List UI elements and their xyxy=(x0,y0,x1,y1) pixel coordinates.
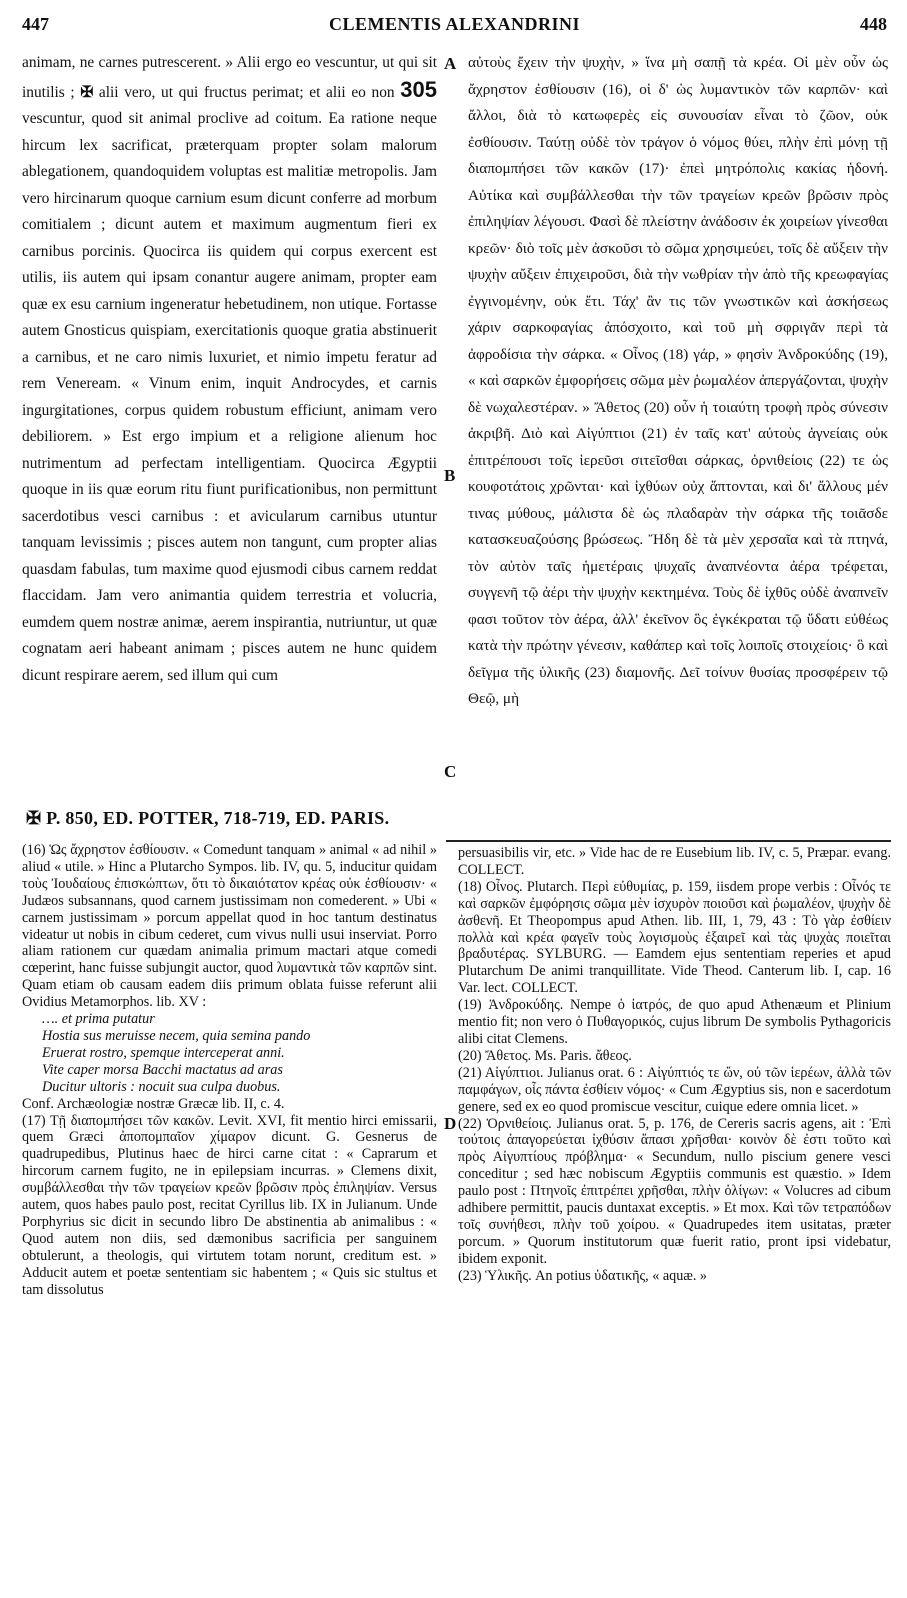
margin-letter-b: B xyxy=(444,466,456,485)
margin-letter-c: C xyxy=(444,762,457,781)
latin-part-3: vescuntur, quod sit animal proclive ad coitum. Ea ratione neque hircum lex sacrificat, præterquam propter solam malorum ablegationem, quandoquidem voluptas est malitiæ metropolis. Jam vero hircinarum quoque carnium esum dicunt conferre ad morbum comitialem ; dicunt autem et maximum augmentum fieri ex carnibus porcinis. Quocirca iis quidem qui corpus exercent est utilis, iis autem qui ipsam conantur augere animam, propter eam quæ ex esu carnium ingeneratur hebetudinem, non utique. Fortasse autem Gnosticus quispiam, exercitationis quoque gratia abstinuerit a carnibus, et ne caro nimis luxuriet, et nimio impetu feratur ad rem Veneream. « Vinum enim, inquit Androcydes, et carnis ingurgitationes, corpus quidem robustum efficiunt, animam vero debiliorem. » Est ergo impium et a religione alienum hoc nutrimentum ad perfectam intelligentiam. Quocirca Ægyptii quoque in iis quæ eorum ritu fiunt purificationibus, non permittunt sacerdotibus vesci carnibus : et avicularum carnibus utuntur tanquam levissimis ; pisces autem non tangunt, cum propter alias quasdam fabulas, tum maxime quod ejusmodi cibus carnem reddat flaccidam. Jam vero animantia quidem terrestria et volucria, eumdem quem nostræ animæ, aerem inspirantia, nutriuntur, ut quæ cognatam aeri habeant animam ; pisces autem ne hunc quidem dicunt respirare aerem, sed illum qui cum xyxy=(22,110,437,684)
note-19: (19) Ἀνδροκύδης. Nempe ὁ ἰατρός, de quo apud Athenæum et Plinium mentio fit; non vero ὁ Πυθαγορικός, cujus librum De symbolis Pythagoricis alibi citat Clemens. xyxy=(458,997,891,1047)
note-conf: Conf. Archæologiæ nostræ Græcæ lib. II, c. 4. xyxy=(22,1095,285,1112)
note-continuation: persuasibilis vir, etc. » Vide hac de re Eusebium lib. IV, c. 5, Præpar. evang. COLLECT. xyxy=(458,845,891,878)
latin-main-text xyxy=(22,50,437,689)
page-header xyxy=(22,14,887,40)
poem-line: Eruerat rostro, spemque interceperat anni. xyxy=(42,1044,285,1061)
poem-line: Ducitur ultoris : nocuit sua culpa duobus. xyxy=(42,1078,281,1095)
page-number-left: 447 xyxy=(22,14,49,34)
margin-letter-d: D xyxy=(444,1114,457,1133)
note-23: (23) Ὑλικῆς. An potius ὑδατικῆς, « aquæ. » xyxy=(458,1267,708,1284)
notes-left-column xyxy=(22,842,437,1582)
notes-divider xyxy=(446,840,891,842)
poem-line: Hostia sus meruisse necem, quia semina pando xyxy=(42,1027,311,1044)
greek-main-column xyxy=(468,50,888,804)
note-17: (17) Τῇ διαπομπήσει τῶν κακῶν. Levit. XVI, fit mentio hirci emissarii, quem Græci ἀποπομπαῖον χίμαρον dicunt. G. Gesnerus de quadrupedibus, Plutinus haec de hirci carne citat : « Caprarum et hircorum carnem fugito, ne in epilepsiam incurras. » Clemens dixit, συμβάλλεσθαι τὴν τῶν τραγείων κρεῶν βρῶσιν πρὸς ἐπιληψίαν. Versus autem, quos habes paulo post, recitat Cyrillus lib. IX in Julianum. Unde Porphyrius sic dicit in secundo libro De abstinentia ab animalibus : « Quod autem non diis, sed dæmonibus sacrificia per sanguinem obtulerunt, a theologis, qui virtutem totam norunt, creditum est. » Adducit autem et poetæ sententiam sic habentem ; « Quis sic stultus et tam dissolutus xyxy=(22,1112,437,1298)
edition-line: ✠ P. 850, ED. POTTER, 718-719, ED. PARIS. xyxy=(26,808,390,828)
poem-line: …. et prima putatur xyxy=(42,1011,155,1028)
cross-mark: ✠ xyxy=(80,83,94,101)
poem-quote xyxy=(22,1011,437,1096)
greek-main-text: αὐτοὺς ἔχειν τὴν ψυχὴν, » ἵνα μὴ σαπῇ τὰ κρέα. Οἱ μὲν οὖν ὡς ἄχρηστον ἐσθίουσιν (16), οἱ δ' ὡς λυμαντικὸν τῶν καρπῶν· καὶ ἄλλοι, διὰ τὸ κατωφερὲς εἰς συνουσίαν εἶναι τὸ ζῶον, οὐκ ἐσθίουσιν. Ταύτῃ οὐδὲ τὸν τράγον ὁ νόμος θύει, πλὴν ἐπὶ μόνῃ τῇ διαπομπήσει τῶν κακῶν (17)· ἐπεὶ μητρόπολις κακίας ἡδονή. Αὐτίκα καὶ συμβάλλεσθαι τὴν τῶν τραγείων κρεῶν βρῶσιν πρὸς ἐπιληψίαν λέγουσι. Φασὶ δὲ πλείστην ἀνάδοσιν ἐκ χοιρείων γίνεσθαι κρεῶν· διὸ τοῖς μὲν ἀσκοῦσι τὸ σῶμα χρησιμεύει, τοῖς δὲ αὔξειν τὴν ψυχὴν αὔξειν ἐπιχειροῦσι, διὰ τὴν νωθρίαν τὴν ἀπὸ τῆς κρεωφαγίας ἐγγινομένην, οὐκ ἔτι. Τάχ' ἂν τις τῶν γνωστικῶν καὶ ἀσκήσεως χάριν σαρκοφαγίας ἀπόσχοιτο, καὶ τοῦ μὴ σφριγᾶν περὶ τὰ ἀφροδίσια τὴν σάρκα. « Οἶνος (18) γάρ, » φησὶν Ἀνδροκύδης (19), « καὶ σαρκῶν ἐμφορήσεις σῶμα μὲν ῥωμαλέον ἀπεργάζονται, ψυχὴν δὲ νωχαλεστέραν. » Ἄθετος (20) οὖν ἡ τοιαύτη τροφὴ πρὸς σύνεσιν ἀκριβῆ. Διὸ καὶ Αἰγύπτιοι (21) ἐν ταῖς κατ' αὐτοὺς ἁγνείαις οὐκ ἐπιτρέπουσι τοῖς ἱερεῦσι σιτεῖσθαι σάρκας, ὀρνιθείοις (22) τε ὡς κουφοτάτοις χρῶνται· καὶ ἰχθύων οὐχ ἅπτονται, καὶ δι' ἄλλους μέν τινας μύθους, μάλιστα δὲ ὡς πλαδαρὰν τὴν σάρκα τῆς τοιᾶσδε κατασκευαζούσης βρώσεως. Ἤδη δὲ τὰ μὲν χερσαῖα καὶ τὰ πτηνά, τὸν αὐτὸν ταῖς ἡμετέραις ψυχαῖς ἀναπνέοντα ἀέρα τρέφεται, συγγενῆ τῷ ἀέρι τὴν ψυχὴν κεκτημένα. Τοὺς δὲ ἰχθῦς οὐδὲ ἀναπνεῖν φασι τοῦτον τὸν ἀέρα, ἀλλ' ἐκεῖνον ὃς ἐγκέκραται τῷ ὕδατι εὐθέως κατὰ τὴν πρώτην γένεσιν, καθάπερ καὶ τοῖς λοιποῖς στοιχείοις· ὃ καὶ δεῖγμα τῆς ὑλικῆς (23) διαμονῆς. Δεῖ τοίνυν θυσίας προσφέρειν τῷ Θεῷ, μὴ xyxy=(468,54,888,707)
latin-part-2: alii vero, ut qui fructus perimat; et alii eo non xyxy=(98,83,395,101)
note-21: (21) Αἰγύπτιοι. Julianus orat. 6 : Αἰγύπτιός τε ὤν, οὐ τῶν ἱερέων, ἀλλὰ τῶν παμφάγων, οἷς πάντα ἐσθίειν νόμος· « Cum Ægyptius sis, non e sacerdotum genere, sed ex eo quod promiscue vescitur, cuique edere omnia licet. » xyxy=(458,1064,891,1115)
note-22: (22) Ὀρνιθείοις. Julianus orat. 5, p. 176, de Cereris sacris agens, ait : Ἐπὶ τούτοις ἀπαγορεύεται ἰχθύσιν ἅπασι χρῆσθαι· κοινὸν δὲ ἐστι τοῦτο καὶ πρὸς Αἰγυπτίους πρόβλημα· « Secundum, nullo piscium genere vesci conceditur ; sed hæc nobiscum Ægyptiis communis est quæstio. » Idem paulo post : Πτηνοῖς ἐπιτρέπει χρῆσθαι, πλὴν ὀλίγων: « Volucres ad cibum adhibere permittit, paucis duntaxat exceptis. » Et mox. Καὶ τῶν τετραπόδων τοῖς συνήθεσι, πλὴν τοῦ χοίρου. « Quadrupedes item usitatas, præter porcum. » Quorum institutorum quæ fuerit ratio, pront ipsi videbatur, ibidem exponit. xyxy=(458,1115,891,1267)
latin-main-column xyxy=(22,50,437,804)
notes-right-column xyxy=(458,845,891,1582)
running-title: CLEMENTIS ALEXANDRINI xyxy=(328,14,581,34)
page-number-right: 448 xyxy=(860,14,887,34)
latin-part-1: animam, ne carnes putrescerent. » Alii ergo eo vescuntur, ut qui sit inutilis ; xyxy=(22,54,437,101)
poem-line: Vite caper morsa Bacchi mactatus ad aras xyxy=(42,1061,283,1078)
note-16: (16) Ὡς ἄχρηστον ἐσθίουσιν. « Comedunt tanquam » animal « ad nihil » aliud « utile. » Hinc a Plutarcho Sympos. lib. IV, qu. 5, inducitur quidam τοὺς Ἰουδαίους ἐπισκώπτων, ὅτι τὸ δικαιότατον κρέας οὐκ ἐσθίουσιν· « Judæos subsannans, quod carnem justissimam non comederent. » Ubi « carnem justissimam » porcum appellat quod in hoc tantum destinatus videatur ut nobis in cibum cederet, cum vivus nulli usui inserviat. Porro aliam rationem cur quædam animalia primum mactari atque comedi cœperint, hanc fuisse subjungit auctor, quod λυμαντικὰ τῶν καρπῶν sint. Quam etiam ob causam eadem diis primum oblata fuisse referunt alii Ovidius Metamorphos. lib. XV : xyxy=(22,842,437,1011)
note-18: (18) Οἶνος. Plutarch. Περὶ εὐθυμίας, p. 159, iisdem prope verbis : Οἶνός τε καὶ σαρκῶν ἐμφόρησις σῶμα μὲν ἰσχυρὸν ποιοῦσι καὶ ῥωμαλέον, ψυχὴν δὲ ἀσθενῆ. Et Theopompus apud Athen. lib. III, 1, 79, 43 : Τὸ γὰρ ἐσθίειν πολλὰ καὶ κρέα φαγεῖν τοὺς λογισμοὺς ἐξαιρεῖ καὶ τὰς ψυχὰς ποιεῖται βραδυτέρας. SYLBURG. — Eamdem ejus sententiam reperies et apud Plutarchum De animi tranquillitate. Vide Theod. Canterum lib. I, cap. 16 Var. lect. COLLECT. xyxy=(458,878,891,997)
note-20: (20) Ἄθετος. Ms. Paris. ἄθεος. xyxy=(458,1047,632,1064)
insert-number: 305 xyxy=(400,76,437,102)
margin-letter-a: A xyxy=(444,54,457,73)
